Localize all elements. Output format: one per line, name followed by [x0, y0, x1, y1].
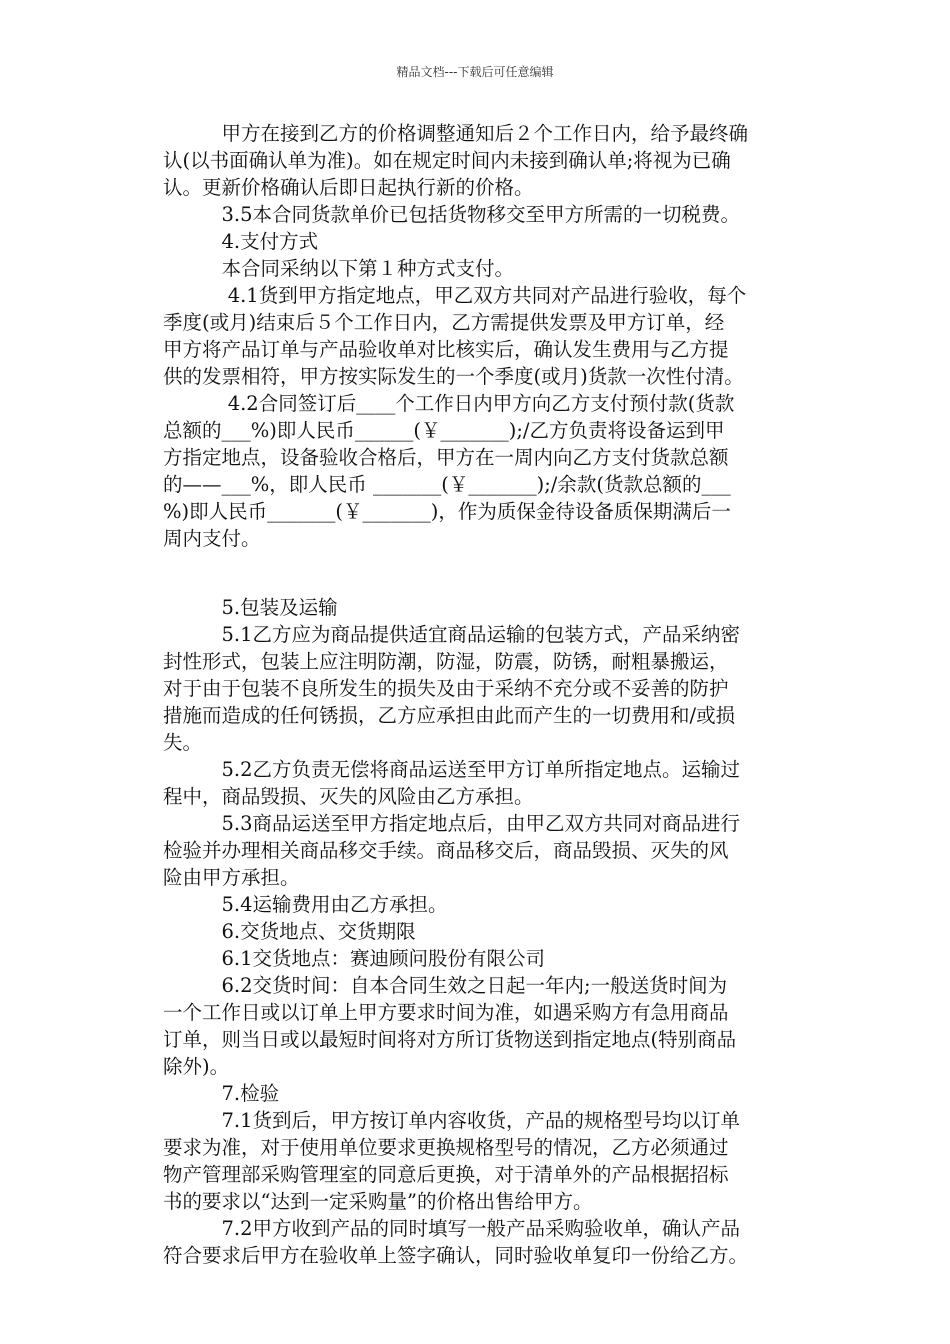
text-line: 订单，则当日或以最短时间将对方所订货物送到指定地点(特别商品 — [163, 1028, 737, 1051]
text-line: 对于由于包装不良所发生的损失及由于采纳不充分或不妥善的防护 — [163, 677, 729, 700]
section-heading: 5.包装及运输 — [163, 596, 338, 619]
text-line: 甲方将产品订单与产品验收单对比核实后，确认发生费用与乙方提 — [163, 338, 729, 361]
text-line: 7.2甲方收到产品的同时填写一般产品采购验收单，确认产品 — [163, 1217, 741, 1240]
text-line: 5.1乙方应为商品提供适宜商品运输的包装方式，产品采纳密 — [163, 623, 741, 646]
text-line: 5.3商品运送至甲方指定地点后，由甲乙双方共同对商品进行 — [163, 812, 741, 835]
text-line: 甲方在接到乙方的价格调整通知后２个工作日内，给予最终确 — [163, 122, 749, 145]
text-line: 4.2合同签订后____个工作日内甲方向乙方支付预付款(货款 — [163, 392, 735, 415]
text-line: 本合同采纳以下第１种方式支付。 — [163, 257, 515, 280]
text-line: 5.2乙方负责无偿将商品运送至甲方订单所指定地点。运输过 — [163, 758, 741, 781]
section-heading: 6.交货地点、交货期限 — [163, 920, 416, 943]
contract-text-section-delivery — [163, 594, 823, 1269]
text-line: 除外)。 — [163, 1055, 230, 1078]
page-header: 精品文档---下载后可任意编辑 — [396, 65, 554, 79]
text-line: 3.5本合同货款单价已包括货物移交至甲方所需的一切税费。 — [163, 203, 741, 226]
text-line: 一个工作日或以订单上甲方要求时间为准，如遇采购方有急用商品 — [163, 1001, 729, 1024]
text-line: 4.1货到甲方指定地点，甲乙双方共同对产品进行验收，每个 — [163, 284, 747, 307]
text-line: 程中，商品毁损、灭失的风险由乙方承担。 — [163, 785, 534, 808]
text-line: 6.2交货时间：自本合同生效之日起一年内;一般送货时间为 — [163, 974, 728, 997]
text-line: 物产管理部采购管理室的同意后更换，对于清单外的产品根据招标 — [163, 1163, 729, 1186]
text-line: 措施而造成的任何锈损，乙方应承担由此而产生的一切费用和/或损 — [163, 704, 736, 727]
text-line: 认。更新价格确认后即日起执行新的价格。 — [163, 176, 534, 199]
text-line: 的——___%，即人民币 _______(￥_______);/余款(货款总额的___ — [163, 473, 731, 496]
contract-text-section-payment — [163, 120, 823, 552]
text-line: 季度(或月)结束后５个工作日内，乙方需提供发票及甲方订单，经 — [163, 311, 725, 334]
text-line: 书的要求以“达到一定采购量”的价格出售给甲方。 — [163, 1190, 593, 1213]
text-line: 7.1货到后，甲方按订单内容收货，产品的规格型号均以订单 — [163, 1109, 741, 1132]
section-heading: 7.检验 — [163, 1082, 280, 1105]
text-line: 险由甲方承担。 — [163, 866, 300, 889]
text-line: 认(以书面确认单为准)。如在规定时间内未接到确认单;将视为已确 — [163, 149, 731, 172]
text-line: 6.1交货地点：赛迪顾问股份有限公司 — [163, 947, 546, 970]
text-line: 检验并办理相关商品移交手续。商品移交后，商品毁损、灭失的风 — [163, 839, 729, 862]
text-line: 封性形式，包装上应注明防潮，防湿，防震，防锈，耐粗暴搬运， — [163, 650, 729, 673]
text-line: %)即人民币_______(￥_______)，作为质保金待设备质保期满后一 — [163, 500, 731, 523]
text-line: 总额的___%)即人民币______(￥_______);/乙方负责将设备运到甲 — [163, 419, 725, 442]
text-line: 要求为准，对于使用单位要求更换规格型号的情况，乙方必须通过 — [163, 1136, 729, 1159]
text-line: 5.4运输费用由乙方承担。 — [163, 893, 448, 916]
text-line: 方指定地点，设备验收合格后，甲方在一周内向乙方支付货款总额 — [163, 446, 729, 469]
text-line: 供的发票相符，甲方按实际发生的一个季度(或月)货款一次性付清。 — [163, 365, 744, 388]
text-line: 周内支付。 — [163, 527, 261, 550]
text-line: 符合要求后甲方在验收单上签字确认，同时验收单复印一份给乙方。 — [163, 1244, 749, 1267]
section-heading: 4.支付方式 — [163, 230, 319, 253]
text-line: 失。 — [163, 731, 203, 754]
